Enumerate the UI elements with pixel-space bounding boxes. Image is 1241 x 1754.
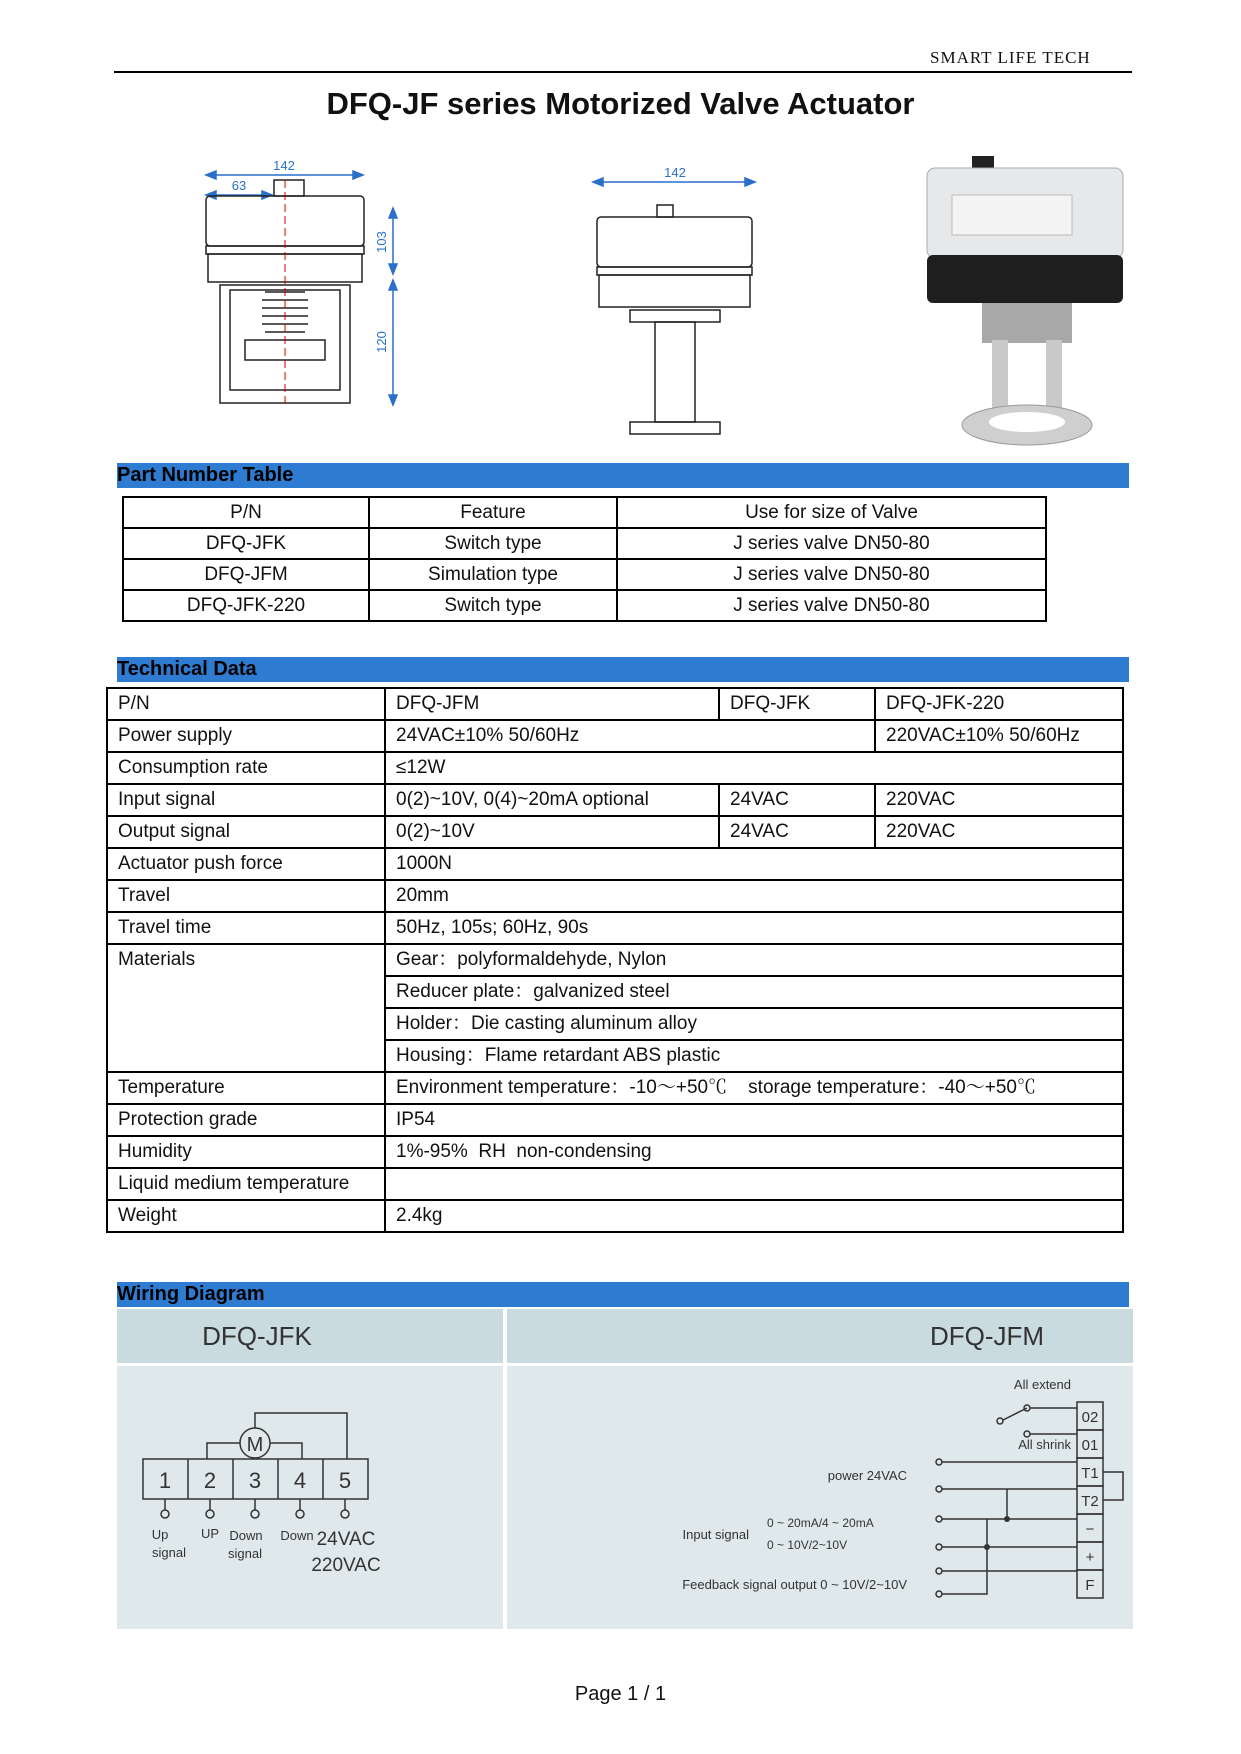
row-label: Temperature — [107, 1072, 385, 1104]
col-header: Feature — [369, 497, 617, 528]
value-cell: 220VAC — [875, 816, 1123, 848]
power-label: power 24VAC — [827, 1468, 907, 1483]
value-cell: 24VAC — [719, 816, 875, 848]
dim-142-front: 142 — [273, 158, 295, 173]
table-header-row — [123, 497, 1046, 528]
table-row — [107, 1104, 1123, 1136]
jfm-terminal: + — [1085, 1549, 1095, 1566]
row-label: Actuator push force — [107, 848, 385, 880]
valve-size-cell: J series valve DN50-80 — [617, 559, 1046, 590]
jfk-title: DFQ-JFK — [202, 1321, 312, 1351]
table-row — [107, 784, 1123, 816]
jfm-title: DFQ-JFM — [929, 1321, 1045, 1351]
tech-heading: Technical Data — [117, 658, 257, 680]
row-label: Humidity — [107, 1136, 385, 1168]
model-cell: DFQ-JFK-220 — [875, 688, 1123, 720]
up-signal-label: Up — [151, 1527, 169, 1542]
col-header: Use for size of Valve — [617, 497, 1046, 528]
all-extend-label: All extend — [1013, 1377, 1071, 1392]
page-number: Page 1 / 1 — [574, 1683, 667, 1705]
page-title: DFQ-JF series Motorized Valve Actuator — [326, 86, 915, 121]
down-signal-label: Down — [229, 1528, 263, 1543]
row-label: Travel time — [107, 912, 385, 944]
input-range-ma: 0 ~ 20mA/4 ~ 20mA — [767, 1516, 874, 1530]
pn-cell: DFQ-JFK-220 — [123, 590, 369, 621]
jfm-terminal: 02 — [1081, 1409, 1099, 1426]
table-row — [107, 848, 1123, 880]
side-view-drawing — [585, 160, 765, 460]
feedback-label: Feedback signal output 0 ~ 10V/2~10V — [682, 1577, 907, 1592]
jfk-terminal: 5 — [338, 1468, 352, 1493]
table-row — [107, 1200, 1123, 1232]
value-cell: 220VAC — [875, 784, 1123, 816]
part-table-heading: Part Number Table — [117, 464, 294, 486]
feature-cell: Switch type — [369, 528, 617, 559]
value-cell: 0(2)~10V, 0(4)~20mA optional — [385, 784, 719, 816]
table-row — [107, 720, 1123, 752]
part-number-table — [122, 496, 1047, 622]
header-rule — [114, 71, 1132, 73]
valve-size-cell: J series valve DN50-80 — [617, 528, 1046, 559]
jfk-terminal: 1 — [158, 1468, 172, 1493]
down-label: Down — [280, 1528, 314, 1543]
table-row — [107, 688, 1123, 720]
table-row — [107, 912, 1123, 944]
material-item: Holder：Die casting aluminum alloy — [385, 1008, 1123, 1040]
value-cell: 24VAC±10% 50/60Hz — [385, 720, 875, 752]
table-row — [107, 1168, 1123, 1200]
col-header: P/N — [123, 497, 369, 528]
table-row — [107, 880, 1123, 912]
voltage-220vac: 220VAC — [311, 1555, 381, 1576]
table-row — [107, 816, 1123, 848]
value-cell: Environment temperature：-10～+50℃ storage temperature：-40～+50℃ — [385, 1072, 1123, 1104]
dim-63: 63 — [231, 178, 247, 193]
table-row — [123, 528, 1046, 559]
value-cell: 220VAC±10% 50/60Hz — [875, 720, 1123, 752]
input-range-v: 0 ~ 10V/2~10V — [767, 1538, 848, 1552]
jfm-terminal: T1 — [1081, 1465, 1099, 1482]
jfm-terminal: − — [1085, 1521, 1095, 1538]
table-row — [107, 1136, 1123, 1168]
wiring-heading: Wiring Diagram — [117, 1283, 265, 1305]
front-view-drawing — [190, 150, 430, 460]
pn-cell: DFQ-JFK — [123, 528, 369, 559]
jfm-terminal: F — [1085, 1577, 1095, 1594]
part-table-section-bar — [117, 463, 1129, 488]
valve-size-cell: J series valve DN50-80 — [617, 590, 1046, 621]
row-label: Travel — [107, 880, 385, 912]
value-cell: 0(2)~10V — [385, 816, 719, 848]
value-cell: 24VAC — [719, 784, 875, 816]
all-shrink-label: All shrink — [1018, 1437, 1071, 1452]
value-cell — [385, 1168, 1123, 1200]
value-cell: 20mm — [385, 880, 1123, 912]
jfm-terminal: 01 — [1081, 1437, 1099, 1454]
up-label: UP — [200, 1526, 220, 1541]
voltage-24vac: 24VAC — [316, 1529, 376, 1550]
row-label: Weight — [107, 1200, 385, 1232]
table-row — [107, 944, 1123, 976]
dim-142-side: 142 — [664, 165, 686, 180]
material-item: Housing：Flame retardant ABS plastic — [385, 1040, 1123, 1072]
row-label: Output signal — [107, 816, 385, 848]
feature-cell: Simulation type — [369, 559, 617, 590]
input-signal-label: Input signal — [682, 1527, 749, 1542]
table-row — [107, 1072, 1123, 1104]
material-item: Reducer plate：galvanized steel — [385, 976, 1123, 1008]
table-row — [107, 752, 1123, 784]
pn-cell: DFQ-JFM — [123, 559, 369, 590]
row-label: Input signal — [107, 784, 385, 816]
dim-103: 103 — [374, 231, 389, 253]
value-cell: 50Hz, 105s; 60Hz, 90s — [385, 912, 1123, 944]
row-label: Protection grade — [107, 1104, 385, 1136]
up-signal-label-2: signal — [152, 1545, 186, 1560]
row-label: Power supply — [107, 720, 385, 752]
value-cell: 1%-95% RH non-condensing — [385, 1136, 1123, 1168]
jfk-terminal: 4 — [293, 1468, 307, 1493]
dim-120: 120 — [374, 331, 389, 353]
brand-text: SMART LIFE TECH — [930, 48, 1091, 67]
tech-section-bar — [117, 657, 1129, 682]
jfm-terminal: T2 — [1081, 1493, 1099, 1510]
actuator-photo — [922, 150, 1128, 455]
table-row — [123, 590, 1046, 621]
technical-data-table — [106, 687, 1124, 1233]
wiring-diagram — [117, 1309, 1133, 1629]
value-cell: 2.4kg — [385, 1200, 1123, 1232]
jfk-terminal: 2 — [203, 1468, 217, 1493]
material-item: Gear：polyformaldehyde, Nylon — [385, 944, 1123, 976]
table-row — [123, 559, 1046, 590]
feature-cell: Switch type — [369, 590, 617, 621]
row-label: Consumption rate — [107, 752, 385, 784]
value-cell: ≤12W — [385, 752, 1123, 784]
model-cell: DFQ-JFM — [385, 688, 719, 720]
wiring-section-bar — [117, 1282, 1129, 1307]
motor-symbol: M — [246, 1434, 264, 1456]
jfk-terminal: 3 — [248, 1468, 262, 1493]
value-cell: 1000N — [385, 848, 1123, 880]
model-cell: DFQ-JFK — [719, 688, 875, 720]
row-label: Liquid medium temperature — [107, 1168, 385, 1200]
value-cell: IP54 — [385, 1104, 1123, 1136]
down-signal-label-2: signal — [228, 1546, 262, 1561]
row-label: Materials — [107, 944, 385, 1072]
row-label: P/N — [107, 688, 385, 720]
